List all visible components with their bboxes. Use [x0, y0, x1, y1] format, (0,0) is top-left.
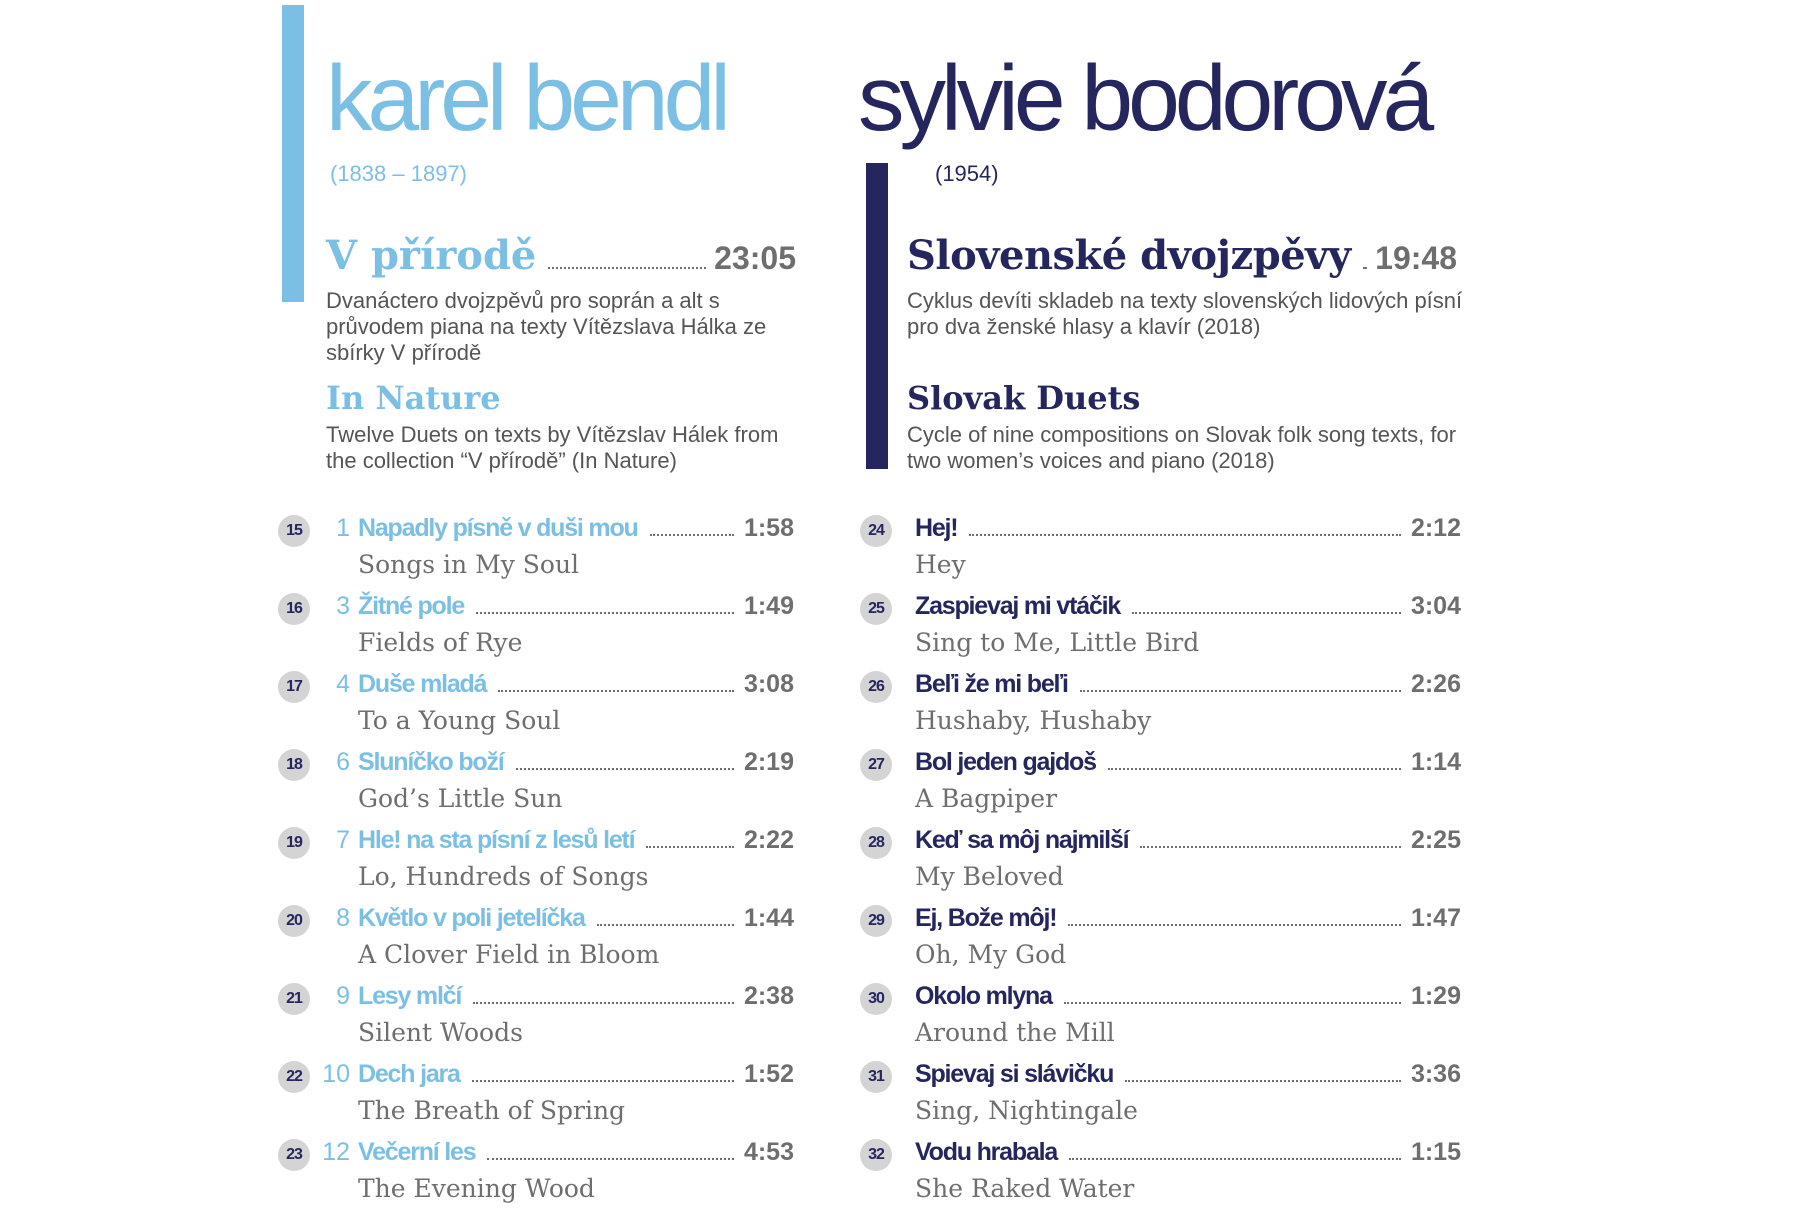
dot-leader: [1080, 690, 1401, 692]
track-duration: 2:22: [743, 826, 794, 854]
track-row: [278, 666, 798, 744]
track-duration: 2:25: [1410, 826, 1461, 854]
track-line: [358, 982, 794, 1011]
track-title: Okolo mlyna: [915, 982, 1052, 1010]
work-duration-right: 19:48: [1375, 240, 1457, 276]
track-title: Bol jeden gajdoš: [915, 748, 1096, 776]
dot-leader: [1363, 267, 1368, 269]
track-title: Lesy mlčí: [358, 982, 462, 1010]
dot-leader: [1132, 612, 1401, 614]
track-number-badge: 17: [278, 671, 310, 703]
track-number-badge: 29: [860, 905, 892, 937]
track-line: [358, 1060, 794, 1089]
track-number-badge: 21: [278, 983, 310, 1015]
track-title: Hej!: [915, 514, 958, 542]
song-number: 9: [336, 982, 350, 1010]
track-number-badge: 16: [278, 593, 310, 625]
track-number-badge: 24: [860, 515, 892, 547]
track-number-badge: 15: [278, 515, 310, 547]
track-row: [860, 510, 1460, 588]
track-row: [278, 588, 798, 666]
track-row: [278, 510, 798, 588]
track-row: [278, 978, 798, 1056]
track-title-english: Oh, My God: [915, 940, 1067, 969]
track-title-english: God’s Little Sun: [358, 784, 563, 813]
track-line: [915, 592, 1461, 621]
dot-leader: [1125, 1080, 1401, 1082]
track-title: Napadly písně v duši mou: [358, 514, 638, 542]
track-title: Duše mladá: [358, 670, 487, 698]
work-title-cz-left: V přírodě: [326, 232, 537, 279]
track-line: [915, 1138, 1461, 1167]
track-duration: 1:58: [743, 514, 794, 542]
track-number-badge: 27: [860, 749, 892, 781]
composer-dates-right: (1954): [935, 161, 999, 186]
dot-leader: [1140, 846, 1401, 848]
track-row: [860, 666, 1460, 744]
dot-leader: [516, 768, 734, 770]
track-title-english: Silent Woods: [358, 1018, 523, 1047]
track-duration: 1:52: [743, 1060, 794, 1088]
track-number-badge: 30: [860, 983, 892, 1015]
track-duration: 3:36: [1410, 1060, 1461, 1088]
track-title: Večerní les: [358, 1138, 476, 1166]
track-line: [915, 982, 1461, 1011]
song-number: 4: [336, 670, 350, 698]
track-row: [278, 900, 798, 978]
track-number-badge: 22: [278, 1061, 310, 1093]
dot-leader: [498, 690, 734, 692]
track-title-english: The Evening Wood: [358, 1174, 595, 1203]
dot-leader: [476, 612, 734, 614]
work-description-en-left: Twelve Duets on texts by Vítězslav Hálek from the collection “V přírodě” (In Nature): [326, 422, 779, 473]
track-title: Beľi že mi beľi: [915, 670, 1068, 698]
track-duration: 1:44: [743, 904, 794, 932]
tracklist-right: [860, 510, 1460, 1212]
track-number-badge: 19: [278, 827, 310, 859]
dot-leader: [1064, 1002, 1401, 1004]
track-duration: 2:12: [1410, 514, 1461, 542]
dot-leader: [472, 1080, 734, 1082]
track-title: Květlo v poli jetelíčka: [358, 904, 585, 932]
work-header-right: [907, 232, 1457, 279]
track-title: Žitné pole: [358, 592, 465, 620]
composer-name-right: sylvie bodorová: [858, 46, 1430, 150]
track-line: [915, 670, 1461, 699]
dot-leader: [1068, 924, 1401, 926]
track-line: [915, 904, 1461, 933]
song-number: 10: [322, 1060, 350, 1088]
tracklist-left: [278, 510, 798, 1212]
track-line: [358, 904, 794, 933]
track-number-badge: 25: [860, 593, 892, 625]
track-title: Sluníčko boží: [358, 748, 504, 776]
track-title-english: The Breath of Spring: [358, 1096, 626, 1125]
track-row: [278, 1056, 798, 1134]
dot-leader: [1108, 768, 1401, 770]
track-title-english: Hushaby, Hushaby: [915, 706, 1152, 735]
track-row: [278, 822, 798, 900]
track-duration: 1:14: [1410, 748, 1461, 776]
track-line: [915, 748, 1461, 777]
track-row: [860, 822, 1460, 900]
track-line: [915, 514, 1461, 543]
track-number-badge: 32: [860, 1139, 892, 1171]
track-duration: 2:38: [743, 982, 794, 1010]
left-accent-bar: [282, 5, 304, 302]
dot-leader: [650, 534, 734, 536]
track-title: Hle! na sta písní z lesů letí: [358, 826, 635, 854]
track-title-english: She Raked Water: [915, 1174, 1135, 1203]
track-line: [358, 514, 794, 543]
work-duration-left: 23:05: [714, 240, 796, 276]
dot-leader: [1069, 1158, 1401, 1160]
track-duration: 3:08: [743, 670, 794, 698]
track-title: Keď sa môj najmilší: [915, 826, 1129, 854]
work-title-cz-right: Slovenské dvojzpěvy: [907, 232, 1351, 279]
song-number: 12: [322, 1138, 350, 1166]
work-description-cz-left: Dvanáctero dvojzpěvů pro soprán a alt s průvodem piana na texty Vítězslava Hálka ze sbírky V přírodě: [326, 288, 767, 365]
track-duration: 3:04: [1410, 592, 1461, 620]
track-title: Spievaj si slávičku: [915, 1060, 1114, 1088]
track-number-badge: 20: [278, 905, 310, 937]
track-duration: 4:53: [743, 1138, 794, 1166]
track-number-badge: 18: [278, 749, 310, 781]
track-duration: 2:26: [1410, 670, 1461, 698]
work-title-en-right: Slovak Duets: [907, 379, 1141, 417]
track-duration: 1:29: [1410, 982, 1461, 1010]
track-title-english: Sing to Me, Little Bird: [915, 628, 1200, 657]
song-number: 6: [336, 748, 350, 776]
track-number-badge: 31: [860, 1061, 892, 1093]
track-row: [860, 1134, 1460, 1212]
song-number: 3: [336, 592, 350, 620]
composer-dates-left: (1838 – 1897): [330, 161, 467, 186]
right-accent-bar: [866, 163, 888, 469]
track-duration: 2:19: [743, 748, 794, 776]
work-header-left: [326, 232, 796, 279]
track-title-english: Lo, Hundreds of Songs: [358, 862, 649, 891]
track-line: [915, 826, 1461, 855]
track-title-english: A Clover Field in Bloom: [358, 940, 660, 969]
track-title-english: A Bagpiper: [915, 784, 1058, 813]
track-number-badge: 28: [860, 827, 892, 859]
track-title-english: Fields of Rye: [358, 628, 523, 657]
track-number-badge: 23: [278, 1139, 310, 1171]
track-title: Ej, Bože môj!: [915, 904, 1057, 932]
track-duration: 1:49: [743, 592, 794, 620]
work-description-cz-right: Cyklus devíti skladeb na texty slovenských lidových písní pro dva ženské hlasy a klavír (2018): [907, 288, 1463, 339]
track-line: [358, 592, 794, 621]
track-line: [358, 1138, 794, 1167]
composer-name-left: karel bendl: [326, 46, 726, 150]
track-title-english: Around the Mill: [915, 1018, 1115, 1047]
dot-leader: [487, 1158, 734, 1160]
dot-leader: [548, 267, 706, 269]
track-row: [278, 744, 798, 822]
dot-leader: [597, 924, 734, 926]
track-row: [278, 1134, 798, 1212]
track-title-english: Songs in My Soul: [358, 550, 580, 579]
track-title-english: My Beloved: [915, 862, 1064, 891]
track-number-badge: 26: [860, 671, 892, 703]
track-title: Dech jara: [358, 1060, 460, 1088]
dot-leader: [646, 846, 734, 848]
song-number: 7: [336, 826, 350, 854]
track-row: [860, 1056, 1460, 1134]
track-line: [358, 748, 794, 777]
track-duration: 1:47: [1410, 904, 1461, 932]
work-title-en-left: In Nature: [326, 379, 501, 417]
track-row: [860, 900, 1460, 978]
dot-leader: [473, 1002, 734, 1004]
track-title-english: Hey: [915, 550, 966, 579]
track-title: Zaspievaj mi vtáčik: [915, 592, 1121, 620]
track-title: Vodu hrabala: [915, 1138, 1058, 1166]
track-row: [860, 978, 1460, 1056]
track-title-english: To a Young Soul: [358, 706, 561, 735]
track-title-english: Sing, Nightingale: [915, 1096, 1138, 1125]
song-number: 1: [336, 514, 350, 542]
track-row: [860, 588, 1460, 666]
track-line: [358, 670, 794, 699]
track-line: [915, 1060, 1461, 1089]
dot-leader: [969, 534, 1401, 536]
song-number: 8: [336, 904, 350, 932]
track-duration: 1:15: [1410, 1138, 1461, 1166]
track-row: [860, 744, 1460, 822]
work-description-en-right: Cycle of nine compositions on Slovak folk song texts, for two women’s voices and piano (2018): [907, 422, 1457, 473]
track-line: [358, 826, 794, 855]
